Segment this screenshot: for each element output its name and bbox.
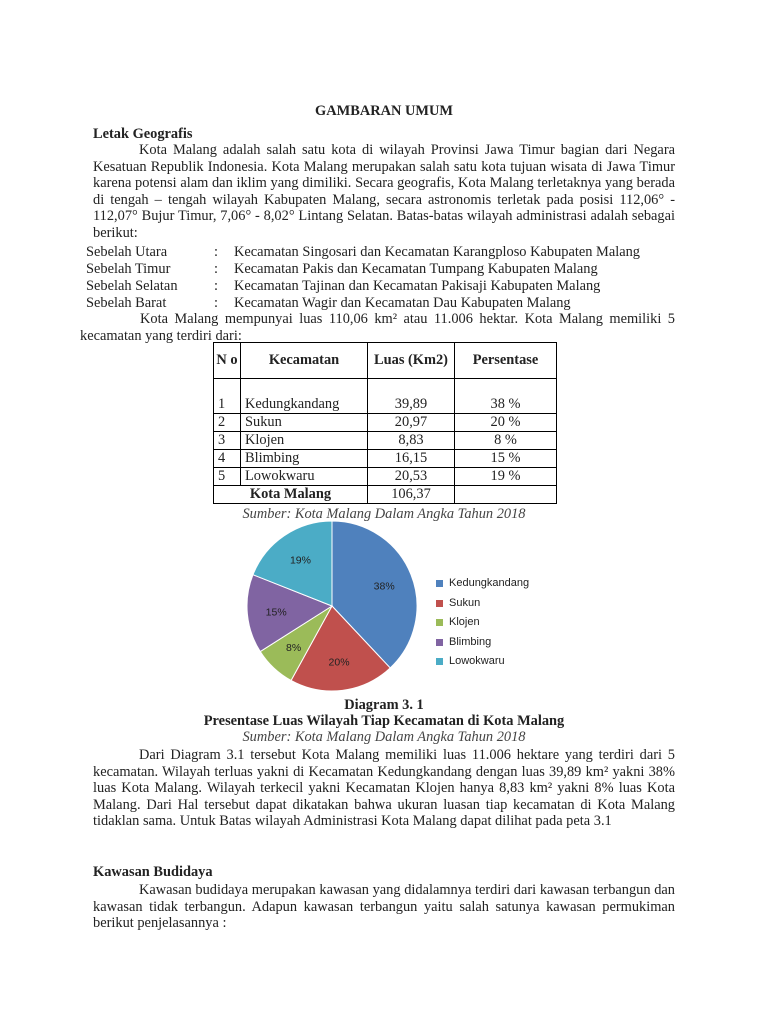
legend-label: Sukun: [449, 597, 481, 609]
cell-luas: 8,83: [368, 432, 455, 450]
border-sep: :: [214, 295, 218, 311]
table-header-row: [214, 343, 557, 379]
paragraph-diagram-analysis: [93, 747, 675, 830]
cell-persentase: 38 %: [455, 379, 557, 414]
cell-persentase: 15 %: [455, 450, 557, 468]
border-key: Sebelah Selatan: [86, 278, 178, 294]
legend-swatch: [436, 580, 443, 587]
diagram-number: Diagram 3. 1: [344, 697, 424, 713]
cell-no: 1: [214, 379, 241, 414]
border-row-west: [86, 295, 686, 312]
table-row: [214, 432, 557, 450]
border-key: Sebelah Utara: [86, 244, 168, 260]
diagram-title: Presentase Luas Wilayah Tiap Kecamatan di Kota Malang: [203, 713, 565, 729]
cell-kecamatan: Sukun: [241, 414, 368, 432]
border-row-east: [86, 261, 686, 278]
pie-data-label: 19%: [289, 554, 311, 567]
cell-luas: 20,53: [368, 468, 455, 486]
paragraph-text: Kota Malang adalah salah satu kota di wilayah Provinsi Jawa Timur bagian dari Negara Kesatuan Republik Indonesia. Kota Malang merupakan salah satu kota tujuan wisata di Jawa Timur karena potensi alam dan iklim yang dimiliki. Secara geografis, Kota Malang terletaknya yang berada di tengah – tengah wilayah Kabupaten Malang, secara astronomis terletak pada posisi 112,06° - 112,07° Bujur Timur, 7,06° - 8,02° Lintang Selatan. Batas-batas wilayah administrasi adalah sebagai berikut:: [93, 142, 675, 241]
header-persentase: Persentase: [455, 343, 557, 379]
header-kecamatan: Kecamatan: [241, 343, 368, 379]
legend-swatch: [436, 639, 443, 646]
border-value: Kecamatan Tajinan dan Kecamatan Pakisaji Kabupaten Malang: [234, 278, 601, 294]
table-row: [214, 468, 557, 486]
header-no: N o: [214, 343, 241, 379]
paragraph-text: Kota Malang mempunyai luas 110,06 km² atau 11.006 hektar. Kota Malang memiliki 5 kecamatan yang terdiri dari:: [80, 311, 675, 344]
cell-kecamatan: Lowokwaru: [241, 468, 368, 486]
border-key: Sebelah Barat: [86, 295, 167, 311]
cell-no: 3: [214, 432, 241, 450]
table-row: [214, 379, 557, 414]
border-sep: :: [214, 261, 218, 277]
cell-kecamatan: Blimbing: [241, 450, 368, 468]
section-heading-kawasan-budidaya: Kawasan Budidaya: [93, 864, 213, 880]
cell-kecamatan: Kedungkandang: [241, 379, 368, 414]
legend-label: Klojen: [449, 616, 480, 628]
table-row: [214, 450, 557, 468]
border-value: Kecamatan Pakis dan Kecamatan Tumpang Kabupaten Malang: [234, 261, 598, 277]
legend-label: Kedungkandang: [449, 577, 530, 589]
pie-chart: [240, 520, 430, 692]
pie-data-label: 38%: [373, 580, 395, 593]
cell-kecamatan: Klojen: [241, 432, 368, 450]
border-key: Sebelah Timur: [86, 261, 171, 277]
cell-luas: 39,89: [368, 379, 455, 414]
cell-luas: 20,97: [368, 414, 455, 432]
section-heading-letak-geografis: Letak Geografis: [93, 126, 193, 142]
legend-swatch: [436, 658, 443, 665]
header-luas: Luas (Km2): [368, 343, 455, 379]
total-label: Kota Malang: [214, 486, 368, 504]
table-source: Sumber: Kota Malang Dalam Angka Tahun 2018: [242, 506, 526, 522]
cell-persentase: 20 %: [455, 414, 557, 432]
pie-data-label: 15%: [265, 606, 287, 619]
legend-swatch: [436, 600, 443, 607]
cell-luas: 16,15: [368, 450, 455, 468]
border-row-south: [86, 278, 686, 295]
kecamatan-table: [213, 342, 557, 504]
paragraph-kawasan-budidaya: [93, 882, 675, 932]
border-row-north: [86, 244, 686, 261]
pie-data-label: 8%: [286, 641, 302, 654]
border-value: Kecamatan Wagir dan Kecamatan Dau Kabupaten Malang: [234, 295, 571, 311]
paragraph-letak-geografis: [93, 142, 675, 241]
paragraph-text: Dari Diagram 3.1 tersebut Kota Malang memiliki luas 11.006 hektare yang terdiri dari 5 kecamatan. Wilayah terluas yakni di Kecamatan Kedungkandang dengan luas 39,89 km² yakni 38% luas Kota Malang. Wilayah terkecil yakni Kecamatan Klojen hanya 8,83 km² yakni 8% luas Kota Malang. Dari Hal tersebut dapat dikatakan bahwa ukuran luasan tiap kecamatan di Kota Malang tidaklan sama. Untuk Batas wilayah Administrasi Kota Malang dapat dilihat pada peta 3.1: [93, 747, 675, 829]
diagram-source: Sumber: Kota Malang Dalam Angka Tahun 2018: [242, 729, 526, 745]
border-value: Kecamatan Singosari dan Kecamatan Karangploso Kabupaten Malang: [234, 244, 640, 260]
cell-no: 2: [214, 414, 241, 432]
legend-label: Blimbing: [449, 636, 492, 648]
paragraph-luas: [80, 311, 675, 344]
cell-persentase: 8 %: [455, 432, 557, 450]
pie-data-label: 20%: [328, 656, 350, 669]
legend-swatch: [436, 619, 443, 626]
total-value: 106,37: [368, 486, 455, 504]
border-sep: :: [214, 278, 218, 294]
cell-no: 4: [214, 450, 241, 468]
border-sep: :: [214, 244, 218, 260]
table-row: [214, 414, 557, 432]
page-title: GAMBARAN UMUM: [315, 103, 453, 119]
table-total-row: [214, 486, 557, 504]
total-empty: [455, 486, 557, 504]
cell-persentase: 19 %: [455, 468, 557, 486]
cell-no: 5: [214, 468, 241, 486]
legend-label: Lowokwaru: [449, 655, 505, 667]
paragraph-text: Kawasan budidaya merupakan kawasan yang didalamnya terdiri dari kawasan terbangun dan kawasan tidak terbangun. Adapun kawasan terbangun yaitu salah satunya kawasan permukiman berikut penjelasannya :: [93, 882, 675, 931]
